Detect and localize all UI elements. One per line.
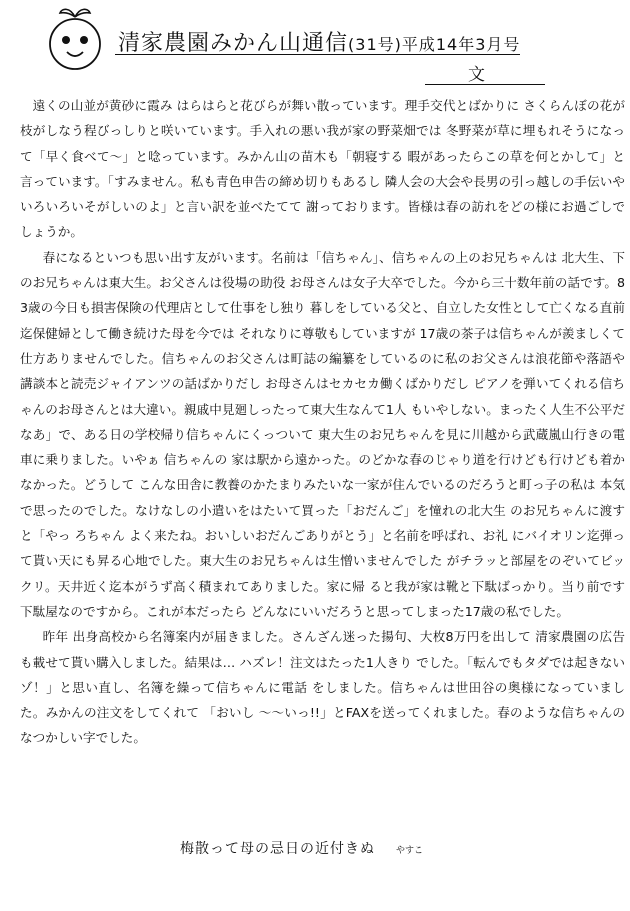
newsletter-title: 清家農園みかん山通信 [118, 31, 349, 56]
logo-smile [67, 52, 83, 56]
paragraph-reconnection: 昨年 出身高校から名簿案内が届きました。さんざん迷った揚句、大枚8万円を出して 清家農園の広告も載せて貰い購入しました。結果は… ハズレ！注文はたった1人きり でした。「転んでもタダでは起きないゾ！」と思い直し、名簿を繰って信ちゃんに電話 をしました。信ちゃんは世田谷の奥様になっていました。みかんの注文をしてくれて 「おいし ～～いっ!!」とFAXを送ってくれました。春のような信ちゃんのなつかしい字でした。 [20, 629, 625, 746]
issue-label: (31号)平成14年3月号 [348, 35, 521, 54]
newsletter-header [118, 26, 520, 57]
closing-haiku: 梅散って母の忌日の近付きぬ [180, 841, 375, 857]
signature: やすこ [396, 846, 424, 856]
author-label: 文 [468, 65, 485, 85]
paragraph-spring-greeting: 遠くの山並が黄砂に霞み はらはらと花びらが舞い散っています。理手交代とばかりに さくらんぼの花が枝がしなう程びっしりと咲いています。手入れの悪い我が家の野菜畑では 冬野菜が草に埋もれそうになって「早く食べて～」と唸っています。みかん山の苗木も「朝寝する 暇があったらこの草を何とかして」と言っています。「すみません。私も青色申告の締め切りもあるし 隣人会の大会や長男の引っ越しの手伝いやいろいろいそがしいのよ」と言い訳を並べたてて 謝っております。皆様は春の訪れをどの様にお過ごしでしょうか。 [20, 98, 625, 240]
header-underline [115, 54, 520, 55]
logo-right-eye [80, 36, 88, 44]
author-underline [425, 84, 545, 85]
logo-leaves [60, 9, 90, 17]
paragraph-friend-memory: 春になるといつも思い出す友がいます。名前は「信ちゃん」、信ちゃんの上のお兄ちゃんは 北大生、下のお兄ちゃんは東大生。お父さんは役場の助役 お母さんは女子大卒でした。今から三十数年前の話です。83歳の今日も損害保険の代理店として仕事をし独り 暮しをしている父と、自立した女性として亡くなる直前迄保健婦として働き続けた母を今では それなりに尊敬もしていますが 17歳の茶子は信ちゃんが羨ましくて仕方ありませんでした。信ちゃんのお父さんは町誌の編纂をしているのに私のお父さんは浪花節や落語や 講談本と読売ジャイアンツの話ばかりだし お母さんはセカセカ働くばかりだし ピアノを弾いてくれる信ちゃんのお母さんとは大違い。親戚中見廻しったって東大生なんて1人 もいやしない。まったく人生不公平だなあ」で、ある日の学校帰り信ちゃんにくっついて 東大生のお兄ちゃんを見に川越から武蔵嵐山行きの電車に乗りました。いやぁ 信ちゃんの 家は駅から遠かった。のどかな春のじゃり道を行けども行けども着かなかった。どうして こんな田舎に教養のかたまりみたいな一家が住んでいるのだろうと町っ子の私は 本気で思ったのでした。なけなしの小遣いをはたいて買った「おだんご」を憧れの北大生 のお兄ちゃんに渡すと「やっ ろちゃん よく来たね。おいしいおだんごありがとう」と名前を呼ばれ、お礼 にバイオリン迄弾って貰い天にも昇る心地でした。東大生のお兄ちゃんは生憎いませんでした がチラッと部屋をのぞいてビックリ。天井近く迄本がうず高く積まれてありました。家に帰 ると我が家は靴と下駄ばっかり。当り前です 下駄屋なのですから。これが本だったら どんなにいいだろうと思ってしまった17歳の私でした。 [20, 249, 625, 619]
smiling-mikan-logo [40, 4, 110, 74]
letter-body [20, 93, 625, 751]
logo-left-eye [62, 36, 70, 44]
logo-fruit-outline [50, 19, 100, 69]
